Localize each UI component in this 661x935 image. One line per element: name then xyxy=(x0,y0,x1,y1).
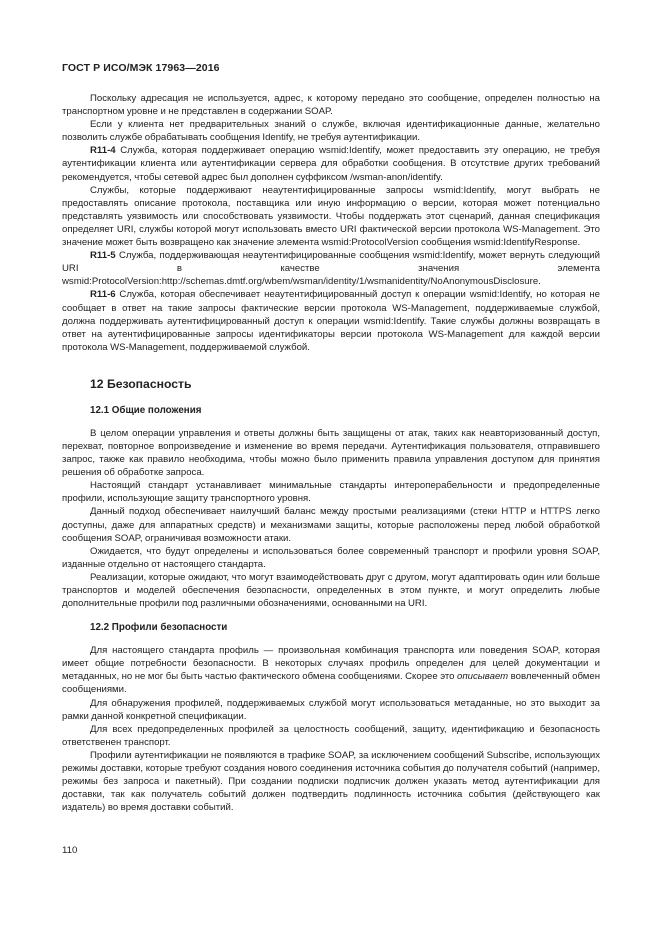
paragraph xyxy=(62,118,600,144)
paragraph: Реализации, которые ожидают, что могут взаимодействовать друг с другом, могут адаптировать один или больше транспортов и моделей обеспечения безопасности, определенных в этом пункте, и могут определить любые дополнительные профили под различными обозначениями, основанными на URI. xyxy=(62,571,600,610)
paragraph: Для обнаружения профилей, поддерживаемых службой могут использоваться метаданные, но это выходит за рамки данной конкретной спецификации. xyxy=(62,697,600,722)
requirement-r11-6 xyxy=(62,288,600,353)
paragraph-text: Для настоящего стандарта профиль — произвольная комбинация транспорта или поведения SOAP, которая имеет общие потребности безопасности. В некоторых случаях профиль определен для целей документации и метаданных, но не мог бы быть частью фактического обмена сообщениями. Скорее это xyxy=(62,645,600,683)
paragraph: Настоящий стандарт устанавливает минимальные стандарты интероперабельности и предопределенные профили, использующие защиту транспортного уровня. xyxy=(62,480,600,505)
requirement-label: R11-4 xyxy=(90,145,116,157)
paragraph-text: Служба, которая обеспечивает неаутентифицированный доступ к операции wsmid:Identify, но которая не сообщает в ответ на такие запросы фактические версии протокола WS-Management, поддерживаемые службой, должна поддерживать аутентифицированный доступ к операции wsmid:Identify. Такие службы должны возвращать в ответ на аутентифицированные запросы идентификаторы версии протокола WS-Management для каждой версии протокола WS-Management, поддерживаемой службой. xyxy=(62,289,600,353)
subsection-heading: 12.2 Профили безопасности xyxy=(90,622,228,634)
paragraph xyxy=(62,92,600,118)
paragraph-text: Служба, которая поддерживает операцию wsmid:Identify, может предоставить эту операцию, не требуя аутентификации клиента или аутентификации сервера для обработки сообщения. В отсутствие других требований рекомендуется, чтобы сетевой адрес был дополнен суффиксом /wsman-anon/identify. xyxy=(62,145,600,183)
italic-text: описывает xyxy=(457,671,509,683)
paragraph: В целом операции управления и ответы должны быть защищены от атак, таких как неавторизованный доступ, перехват, повторное вопроизведение и изменение во время передачи. Аутентификация пользователя, отправившего запрос, также как правило необходима, чтобы можно было применить правила управления доступом для принятия решения об обработке запроса. xyxy=(62,427,600,479)
paragraph-text: Поскольку адресация не используется, адрес, к которому передано это сообщение, определен полностью на транспортном уровне и не представлен в содержании SOAP. xyxy=(62,93,600,118)
paragraph xyxy=(62,184,600,249)
paragraph: Ожидается, что будут определены и использоваться более современный транспорт и профили уровня SOAP, изданные отдельно от настоящего стандарта. xyxy=(62,545,600,570)
paragraph-text: вовлеченный обмен сообщениями. xyxy=(62,671,600,696)
requirement-r11-4 xyxy=(62,144,600,183)
paragraph-text: Служба, поддерживающая неаутентифицированные сообщения wsmid:Identify, может вернуть следующий URI в качестве значения элемента wsmid:ProtocolVersion:http://schemas.dmtf.org/wbem/wsman/identity/1/wsmanidentity/NoAnonymousDisclosure. xyxy=(62,250,600,288)
section-heading: 12 Безопасность xyxy=(90,376,192,391)
requirement-label: R11-5 xyxy=(90,250,116,262)
requirement-r11-5 xyxy=(62,249,600,288)
document-header: ГОСТ Р ИСО/МЭК 17963—2016 xyxy=(62,62,220,74)
subsection-heading: 12.1 Общие положения xyxy=(90,404,202,416)
paragraph-text: Если у клиента нет предварительных знаний о службе, включая идентификационные данные, желательно позволить службе обрабатывать сообщения Identify, не требуя аутентификации. xyxy=(62,119,600,144)
paragraph: Данный подход обеспечивает наилучший баланс между простыми реализациями (стеки HTTP и HTTPS легко доступны, даже для аппаратных средств) и механизмами защиты, которые расположены перед любой обработкой сообщения SOAP, ограничивая возможности атаки. xyxy=(62,506,600,544)
paragraph: Профили аутентификации не появляются в трафике SOAP, за исключением сообщений Subscribe, использующих режимы доставки, которые требуют создания нового соединения источника события до получателя событий (например, режимы без запроса и пакетный). При создании подписки подписчик должен указать метод аутентификации для доставки, так как получатель событий должен подтвердить подлинность источника события (действующего как издатель) во время доставки событий. xyxy=(62,749,600,814)
page-body xyxy=(62,92,600,814)
requirement-label: R11-6 xyxy=(90,289,116,301)
paragraph-text: Службы, которые поддерживают неаутентифицированные запросы wsmid:Identify, могут выбрать не предоставлять описание протокола, поставщика или иную информацию о версии, которая может потенциально представлять уязвимость или способствовать уязвимости. Чтобы поддержать этот сценарий, данная спецификация определяет URI, службы которой могут использовать вместо URI фактической версии протокола WS-Management. Это значение может быть возвращено как значение элемента wsmid:ProtocolVersion сообщения wsmid:IdentifyResponse. xyxy=(62,184,600,249)
page-number: 110 xyxy=(62,845,78,856)
paragraph: Для всех предопределенных профилей за целостность сообщений, защиту, идентификацию и безопасность ответственен транспорт. xyxy=(62,723,600,748)
paragraph xyxy=(62,644,600,696)
